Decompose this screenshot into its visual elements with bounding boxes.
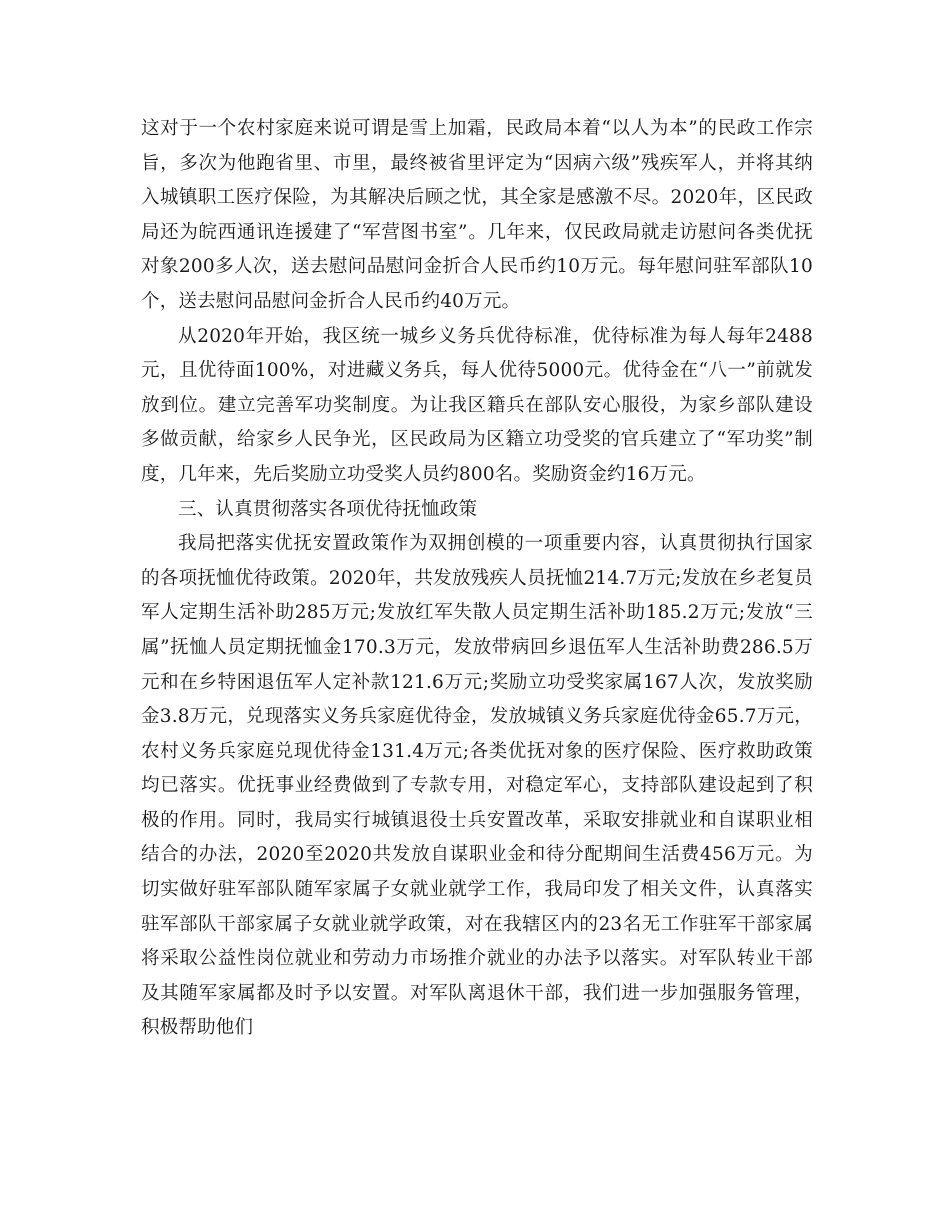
paragraph-continuation: 这对于一个农村家庭来说可谓是雪上加霜，民政局本着“以人为本”的民政工作宗旨，多次为他跑省里、市里，最终被省里评定为“因病六级”残疾军人，并将其纳入城镇职工医疗保险，为其解决后顾之忧，其全家是感激不尽。2020年，区民政局还为皖西通讯连援建了“军营图书室”。几年来，仅民政局就走访慰问各类优抚对象200多人次，送去慰问品慰问金折合人民币约10万元。每年慰问驻军部队10个，送去慰问品慰问金折合人民币约40万元。	[141, 118, 813, 312]
paragraph-policy-implementation: 我局把落实优抚安置政策作为双拥创模的一项重要内容，认真贯彻执行国家的各项抚恤优待政策。2020年，共发放残疾人员抚恤214.7万元;发放在乡老复员军人定期生活补助285万元;发放红军失散人员定期生活补助185.2万元;发放“三属”抚恤人员定期抚恤金170.3万元，发放带病回乡退伍军人生活补助费286.5万元和在乡特困退伍军人定补款121.6万元;奖励立功受奖家属167人次，发放奖励金3.8万元，兑现落实义务兵家庭优待金，发放城镇义务兵家庭优待金65.7万元，农村义务兵家庭兑现优待金131.4万元;各类优抚对象的医疗保险、医疗救助政策均已落实。优抚事业经费做到了专款专用，对稳定军心，支持部队建设起到了积极的作用。同时，我局实行城镇退役士兵安置改革，采取安排就业和自谋职业相结合的办法，2020至2020共发放自谋职业金和待分配期间生活费456万元。为切实做好驻军部队随军家属子女就业就学工作，我局印发了相关文件，认真落实驻军部队干部家属子女就业就学政策，对在我辖区内的23名无工作驻军干部家属将采取公益性岗位就业和劳动力市场推介就业的办法予以落实。对军队转业干部及其随军家属都及时予以安置。对军队离退休干部，我们进一步加强服务管理，积极帮助他们	[141, 533, 813, 1039]
document-body	[141, 112, 813, 1046]
paragraph-treatment-standard: 从2020年开始，我区统一城乡义务兵优待标准，优待标准为每人每年2488元，且优待面100%，对进藏义务兵，每人优待5000元。优待金在“八一”前就发放到位。建立完善军功奖制度。为让我区籍兵在部队安心服役，为家乡部队建设多做贡献，给家乡人民争光，区民政局为区籍立功受奖的官兵建立了“军功奖”制度，几年来，先后奖励立功受奖人员约800名。奖励资金约16万元。	[141, 325, 813, 485]
section-heading: 三、认真贯彻落实各项优待抚恤政策	[178, 498, 478, 520]
